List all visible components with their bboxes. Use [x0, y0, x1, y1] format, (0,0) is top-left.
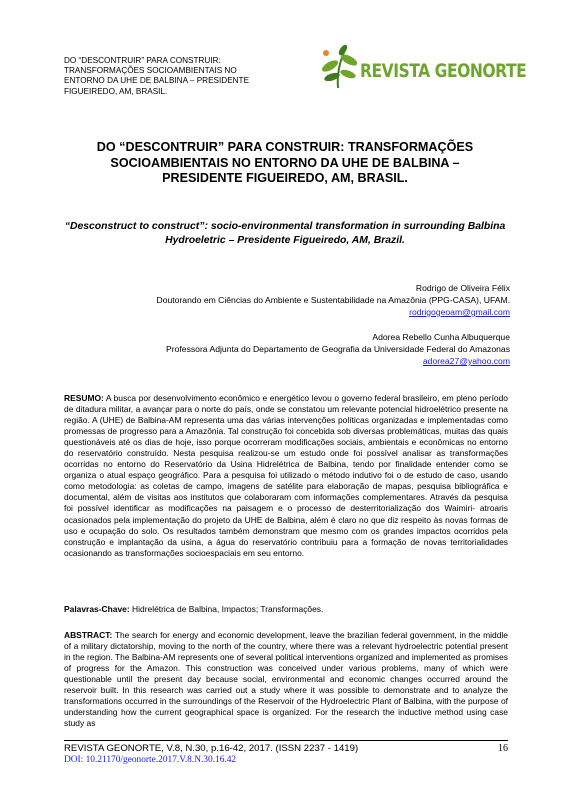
- author-name: Rodrigo de Oliveira Félix: [415, 283, 510, 293]
- footer-divider: [64, 740, 508, 741]
- keywords-text: Hidrelétrica de Balbina, Impactos; Transformações.: [132, 604, 324, 614]
- article-subtitle: “Desconstruct to construct”: socio-environmental transformation in surrounding Balbina Hydroeletric – Presidente Figueiredo, AM, Brazil.: [64, 221, 506, 246]
- article-title: DO “DESCONTRUIR” PARA CONSTRUIR: TRANSFORMAÇÕES SOCIOAMBIENTAIS NO ENTORNO DA UHE DE BALBINA – PRESIDENTE FIGUEIREDO, AM, BRASIL.: [96, 140, 474, 186]
- author-email-link[interactable]: adorea27@yahoo.com: [422, 356, 510, 366]
- resumo-paragraph: [64, 393, 508, 559]
- doi-link[interactable]: DOI: 10.21170/geonorte.2017.V.8.N.30.16.42: [64, 755, 237, 765]
- keywords-label: Palavras-Chave:: [64, 604, 130, 614]
- abstract-label: ABSTRACT:: [64, 630, 113, 640]
- resumo-label: RESUMO:: [64, 393, 104, 403]
- author-name: Adorea Rebello Cunha Albuquerque: [372, 332, 510, 342]
- abstract-paragraph: [64, 630, 508, 739]
- footer: [64, 743, 508, 755]
- leaf-emblem-icon: [318, 44, 362, 90]
- running-head: DO “DESCONTRUIR” PARA CONSTRUIR: TRANSFORMAÇÕES SOCIOAMBIENTAIS NO ENTORNO DA UHE DE BALBINA – PRESIDENTE FIGUEIREDO, AM, BRASIL.: [64, 56, 250, 96]
- journal-logo: [318, 44, 527, 92]
- author-block-1: [157, 282, 510, 318]
- page-number: 16: [498, 743, 508, 754]
- author-block-2: [166, 331, 510, 367]
- author-affiliation: Professora Adjunta do Departamento de Geografia da Universidade Federal do Amazonas: [166, 344, 510, 354]
- keywords-paragraph: [64, 604, 508, 615]
- journal-citation: REVISTA GEONORTE, V.8, N.30, p.16-42, 2017. (ISSN 2237 - 1419): [64, 743, 359, 754]
- abstract-text: The search for energy and economic development, leave the brazilian federal government, in the middle of a military dictatorship, moving to the north of the country, where there was a relevant hydroelectric potential present in the region. The Balbina-AM represents one of several political interventions organized and implemented as promises of progress for the Amazon. This construction was conceived under various problems, many of which were questionable until the present day because social, environmental and economic changes occurred around the reservoir built. In this research was carried out a study where it was possible to demonstrate and to analyze the transformations occurred in the surroundings of the Reservoir of the Hydroelectric Plant of Balbina, with the purpose of understanding how the current geographical space is organized. For the research the inductive method using case study as: [64, 630, 508, 729]
- author-affiliation: Doutorando em Ciências do Ambiente e Sustentabilidade na Amazônia (PPG-CASA), UFAM.: [156, 295, 510, 305]
- author-email-link[interactable]: rodrigogeoam@gmail.com: [409, 307, 510, 317]
- resumo-text: A busca por desenvolvimento econômico e energético levou o governo federal brasileiro, em pleno período de ditadura militar, a avançar para o norte do país, onde se constatou um relevante potencial hidroelétrico presente na região. A (UHE) de Balbina-AM representa uma das várias intervenções políticas organizadas e implementadas como promessas de progresso para a Amazônia. Tal construção foi concebida sob diversas problemáticas, muitas das quais questionáveis até os dias de hoje, isso porque ocorreram modificações sociais, ambientais e econômicas no entorno do reservatório construído. Nesta pesquisa realizou-se um estudo onde foi possível analisar as transformações ocorridas no entorno do Reservatório da Usina Hidrelétrica de Balbina, tendo por finalidade entender como se organiza o atual espaço geográfico. Para a pesquisa foi utilizado o método indutivo foi o de estudo de caso, usando como metodologia: as coletas de campo, imagens de satélite para elaboração de mapas, pesquisa bibliográfica e documental, além de visitas aos institutos que colaboraram com informações complementares. Através da pesquisa foi possível identificar as modificações na paisagem e o processo de desterritorialização dos Waimiri- atroaris ocasionados pela implementação do projeto da UHE de Balbina, além é claro no que diz respeito às novas formas de uso e ocupação do solo. Os resultados também demonstram que mesmo com os grandes impactos ocorridos pela construção e implantação da usina, a água do reservatório contribuiu para a formação de novas territorialidades ocasionando as transformações socioespaciais em seu entorno.: [64, 393, 508, 558]
- logo-wordmark: REVISTA GEONORTE: [360, 60, 527, 82]
